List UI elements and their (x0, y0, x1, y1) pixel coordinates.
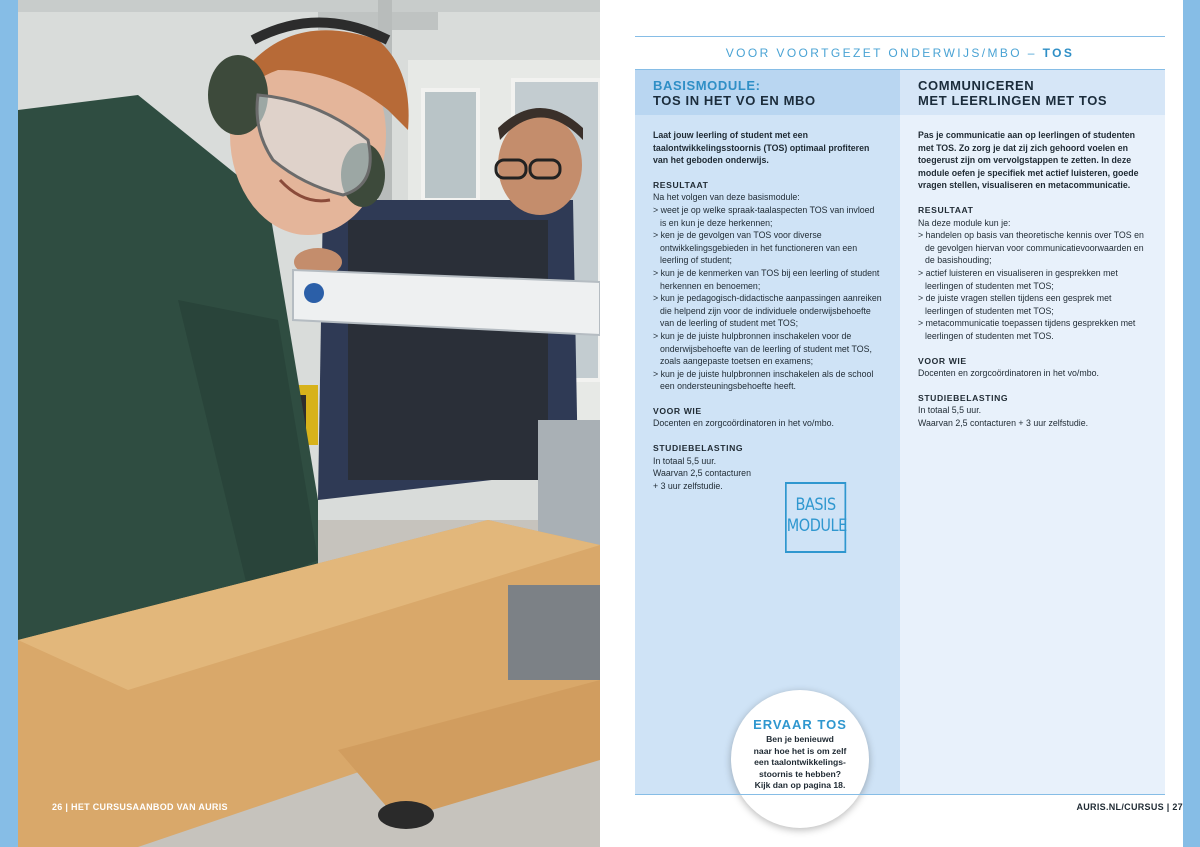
basismodule-column (635, 70, 900, 794)
communiceren-title (900, 70, 1165, 115)
list-item: > kun je de juiste hulpbronnen inschakelen voor de onderwijsbehoefte van de leerling of student met TOS, zoals aangepaste toetsen en examens; (653, 330, 882, 368)
list-item: > handelen op basis van theoretische kennis over TOS en de gevolgen hiervan voor communicatievoorwaarden en de basishouding; (918, 229, 1147, 267)
stamp-line2: MODULE (786, 516, 847, 536)
communiceren-title-line1: COMMUNICEREN (918, 78, 1035, 93)
section-header-prefix: VOOR VOORTGEZET ONDERWIJS/MBO – (725, 46, 1037, 60)
communiceren-who (918, 355, 1147, 380)
workshop-photo-illustration (18, 0, 600, 847)
footer-rule (635, 794, 1165, 795)
list-item: > actief luisteren en visualiseren in gesprekken met leerlingen of studenten met TOS; (918, 267, 1147, 292)
list-item: > metacommunicatie toepassen tijdens gesprekken met leerlingen of studenten met TOS. (918, 317, 1147, 342)
communiceren-who-text: Docenten en zorgcoördinatoren in het vo/mbo. (918, 368, 1099, 379)
list-item: > de juiste vragen stellen tijdens een gesprek met leerlingen of studenten met TOS; (918, 292, 1147, 317)
callout-line: een taalontwikkelings- (754, 757, 846, 768)
basismodule-intro: Laat jouw leerling of student met een taalontwikkelingsstoornis (TOS) optimaal profiteren van het geboden onderwijs. (653, 130, 870, 166)
section-header (635, 40, 1165, 70)
ervaar-tos-callout (731, 690, 869, 828)
callout-line: Kijk dan op pagina 18. (754, 780, 846, 791)
basismodule-load-line3: + 3 uur zelfstudie. (653, 480, 723, 491)
communiceren-result-label: RESULTAAT (918, 204, 974, 215)
basismodule-who-text: Docenten en zorgcoördinatoren in het vo/mbo. (653, 418, 834, 429)
basis-module-stamp (785, 482, 846, 553)
basismodule-who-label: VOOR WIE (653, 405, 702, 416)
communiceren-load-line1: In totaal 5,5 uur. (918, 405, 982, 416)
callout-line: naar hoe het is om zelf (753, 745, 847, 756)
list-item: > weet je op welke spraak-taalaspecten TOS van invloed is en kun je deze herkennen; (653, 204, 882, 229)
page-footer-left: 26 | HET CURSUSAANBOD VAN AURIS (52, 802, 228, 812)
left-edge-strip (0, 0, 18, 847)
communiceren-result-list (918, 229, 1147, 342)
basismodule-result-label: RESULTAAT (653, 179, 709, 190)
communiceren-who-label: VOOR WIE (918, 355, 967, 366)
stamp-line1: BASIS (795, 495, 836, 515)
callout-title: ERVAAR TOS (753, 717, 847, 732)
list-item: > kun je pedagogisch-didactische aanpassingen aanreiken die helpend zijn voor de individuele onderwijsbehoefte van de leerling of student met TOS; (653, 292, 882, 330)
basismodule-load-line1: In totaal 5,5 uur. (653, 455, 717, 466)
communiceren-title-line2: MET LEERLINGEN MET TOS (918, 93, 1108, 108)
top-rule (635, 36, 1165, 37)
right-edge-strip (1183, 0, 1200, 847)
basismodule-result-list (653, 204, 882, 393)
basismodule-body (635, 115, 900, 492)
communiceren-result (918, 204, 1147, 343)
callout-text (731, 734, 869, 792)
basismodule-load-line2: Waarvan 2,5 contacturen (653, 468, 751, 479)
basismodule-result (653, 179, 882, 393)
section-header-tag: TOS (1042, 46, 1075, 60)
communiceren-intro: Pas je communicatie aan op leerlingen of studenten met TOS. Zo zorg je dat zij zich gehoord voelen en toegerust zijn om vervolgstappen te zetten. In deze module oefen je specifiek met actief luisteren, goede vragen stellen, visualiseren en metacommunicatie. (918, 130, 1139, 191)
communiceren-load-label: STUDIEBELASTING (918, 392, 1009, 403)
basismodule-load-label: STUDIEBELASTING (653, 443, 744, 454)
basismodule-title-line2: TOS IN HET VO EN MBO (653, 93, 816, 108)
communiceren-column (900, 70, 1165, 794)
right-page (600, 0, 1183, 847)
callout-line: Ben je benieuwd (766, 734, 834, 744)
communiceren-body (900, 115, 1165, 429)
communiceren-load-line2: Waarvan 2,5 contacturen + 3 uur zelfstudie. (918, 417, 1089, 428)
communiceren-load (918, 392, 1147, 430)
list-item: > ken je de gevolgen van TOS voor diverse ontwikkelingsgebieden in het functioneren van een leerling of student; (653, 229, 882, 267)
page-footer-right[interactable]: AURIS.NL/CURSUS | 27 (1076, 802, 1183, 812)
basismodule-title-line1: BASISMODULE: (653, 78, 761, 93)
list-item: > kun je de juiste hulpbronnen inschakelen als de school een ondersteuningsbehoefte heeft. (653, 368, 882, 393)
basismodule-result-intro: Na het volgen van deze basismodule: (653, 192, 800, 203)
basismodule-load (653, 442, 882, 492)
basismodule-title (635, 70, 900, 115)
workshop-photo (18, 0, 600, 847)
communiceren-result-intro: Na deze module kun je: (918, 217, 1011, 228)
callout-line: stoornis te hebben? (758, 768, 842, 779)
list-item: > kun je de kenmerken van TOS bij een leerling of student herkennen en benoemen; (653, 267, 882, 292)
basismodule-who (653, 405, 882, 430)
